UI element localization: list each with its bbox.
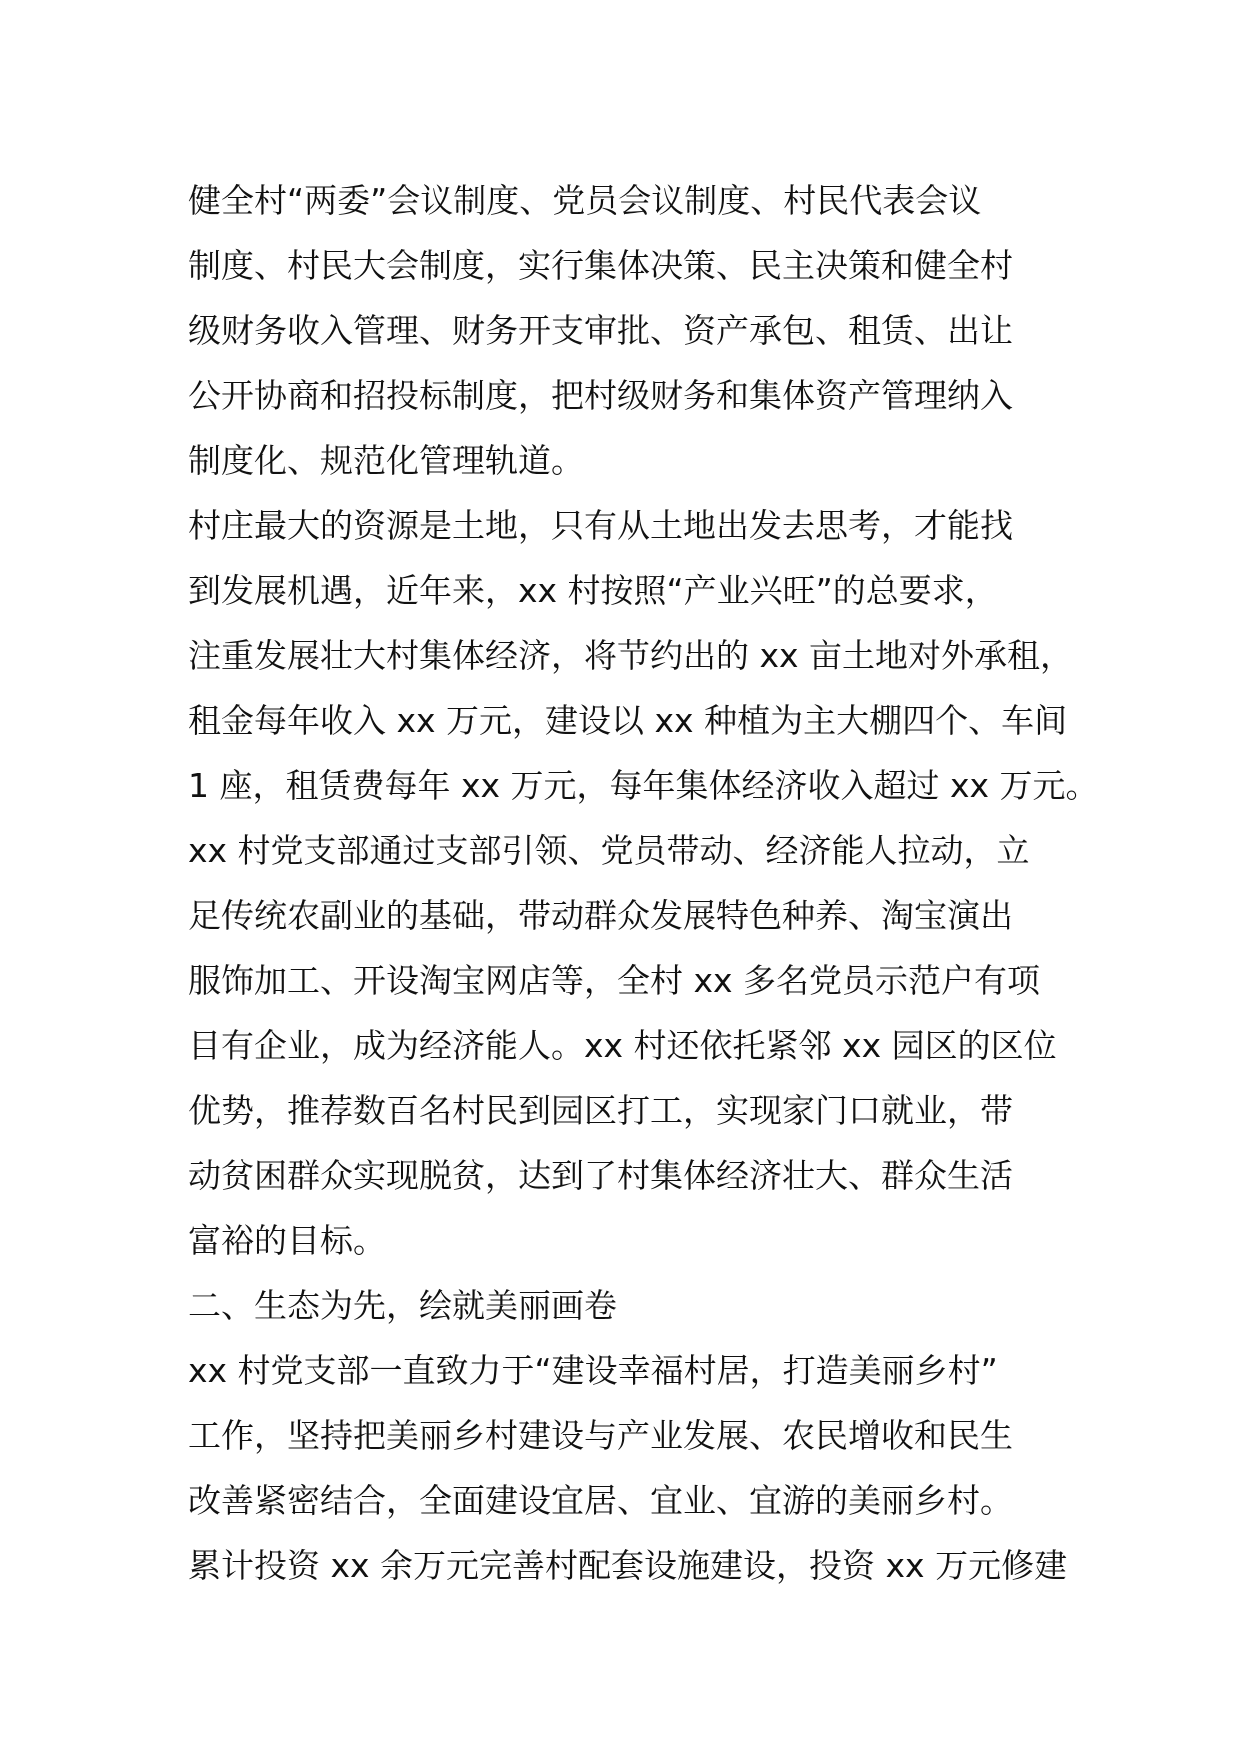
text-line: 公开协商和招投标制度，把村级财务和集体资产管理纳入 bbox=[188, 376, 1013, 415]
text-line: 租金每年收入 xx 万元，建设以 xx 种植为主大棚四个、车间 bbox=[188, 701, 1068, 740]
text-line: 动贫困群众实现脱贫，达到了村集体经济壮大、群众生活 bbox=[188, 1156, 1013, 1195]
section-heading: 二、生态为先，绘就美丽画卷 bbox=[188, 1286, 617, 1325]
document-body bbox=[188, 168, 1099, 1598]
text-line: 累计投资 xx 余万元完善村配套设施建设，投资 xx 万元修建 bbox=[188, 1546, 1068, 1585]
text-line: 1 座，租赁费每年 xx 万元，每年集体经济收入超过 xx 万元。 bbox=[188, 766, 1099, 805]
text-line: 级财务收入管理、财务开支审批、资产承包、租赁、出让 bbox=[188, 311, 1013, 350]
text-line: 改善紧密结合，全面建设宜居、宜业、宜游的美丽乡村。 bbox=[188, 1481, 1013, 1520]
text-line: 健全村“两委”会议制度、党员会议制度、村民代表会议 bbox=[188, 181, 982, 220]
text-line: 制度化、规范化管理轨道。 bbox=[188, 441, 584, 480]
text-line: 足传统农副业的基础，带动群众发展特色种养、淘宝演出 bbox=[188, 896, 1013, 935]
text-line: 目有企业，成为经济能人。xx 村还依托紧邻 xx 园区的区位 bbox=[188, 1026, 1057, 1065]
text-line: 注重发展壮大村集体经济，将节约出的 xx 亩土地对外承租， bbox=[188, 636, 1074, 675]
text-line: xx 村党支部一直致力于“建设幸福村居，打造美丽乡村” bbox=[188, 1351, 998, 1390]
text-line: 到发展机遇，近年来，xx 村按照“产业兴旺”的总要求， bbox=[188, 571, 998, 610]
text-line: 服饰加工、开设淘宝网店等，全村 xx 多名党员示范户有项 bbox=[188, 961, 1041, 1000]
text-line: xx 村党支部通过支部引领、党员带动、经济能人拉动，立 bbox=[188, 831, 1030, 870]
text-line: 工作，坚持把美丽乡村建设与产业发展、农民增收和民生 bbox=[188, 1416, 1013, 1455]
text-line: 富裕的目标。 bbox=[188, 1221, 386, 1260]
text-line: 村庄最大的资源是土地，只有从土地出发去思考，才能找 bbox=[188, 506, 1013, 545]
text-line: 优势，推荐数百名村民到园区打工，实现家门口就业，带 bbox=[188, 1091, 1013, 1130]
text-line: 制度、村民大会制度，实行集体决策、民主决策和健全村 bbox=[188, 246, 1013, 285]
